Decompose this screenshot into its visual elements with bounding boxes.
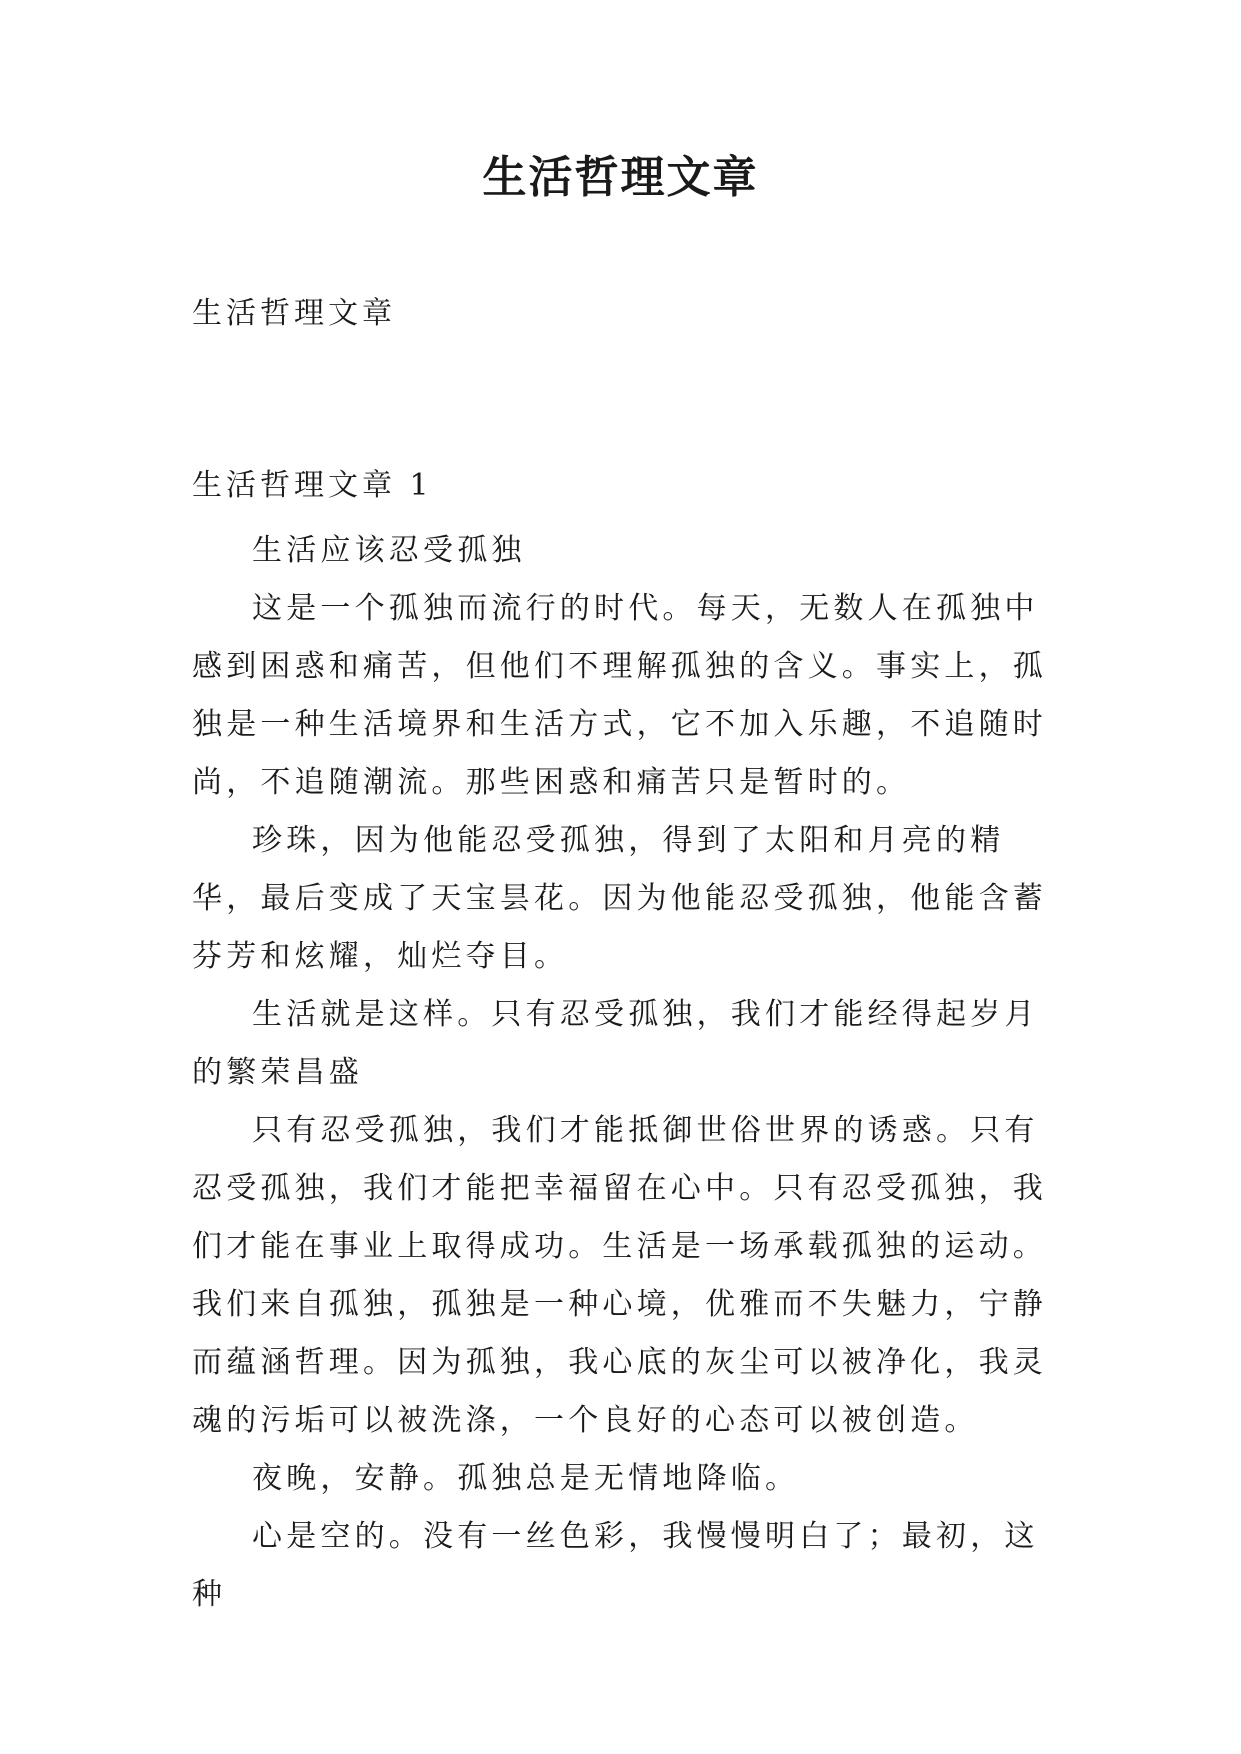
document-subtitle: 生活哲理文章 xyxy=(192,296,396,331)
article-heading-paragraph: 生活应该忍受孤独 xyxy=(252,533,526,568)
paragraph: 珍珠，因为他能忍受孤独，得到了太阳和月亮的精华，最后变成了天宝昙花。因为他能忍受孤独，他能含蓄芬芳和炫耀，灿烂夺目。 xyxy=(192,823,1047,974)
document-title: 生活哲理文章 xyxy=(482,152,759,203)
paragraph: 生活就是这样。只有忍受孤独，我们才能经得起岁月的繁荣昌盛 xyxy=(192,997,1039,1090)
paragraph: 这是一个孤独而流行的时代。每天，无数人在孤独中感到困惑和痛苦，但他们不理解孤独的含义。事实上，孤独是一种生活境界和生活方式，它不加入乐趣，不追随时尚，不追随潮流。那些困惑和痛苦只是暂时的。 xyxy=(192,591,1047,800)
paragraph: 只有忍受孤独，我们才能抵御世俗世界的诱惑。只有忍受孤独，我们才能把幸福留在心中。只有忍受孤独，我们才能在事业上取得成功。生活是一场承载孤独的运动。我们来自孤独，孤独是一种心境，优雅而不失魅力，宁静而蕴涵哲理。因为孤独，我心底的灰尘可以被净化，我灵魂的污垢可以被洗涤，一个良好的心态可以被创造。 xyxy=(192,1113,1047,1438)
paragraph: 夜晚，安静。孤独总是无情地降临。 xyxy=(252,1461,800,1496)
section-heading: 生活哲理文章 1 xyxy=(192,468,433,503)
article-body xyxy=(192,522,1052,1624)
paragraph: 心是空的。没有一丝色彩，我慢慢明白了；最初，这种 xyxy=(192,1519,1039,1612)
